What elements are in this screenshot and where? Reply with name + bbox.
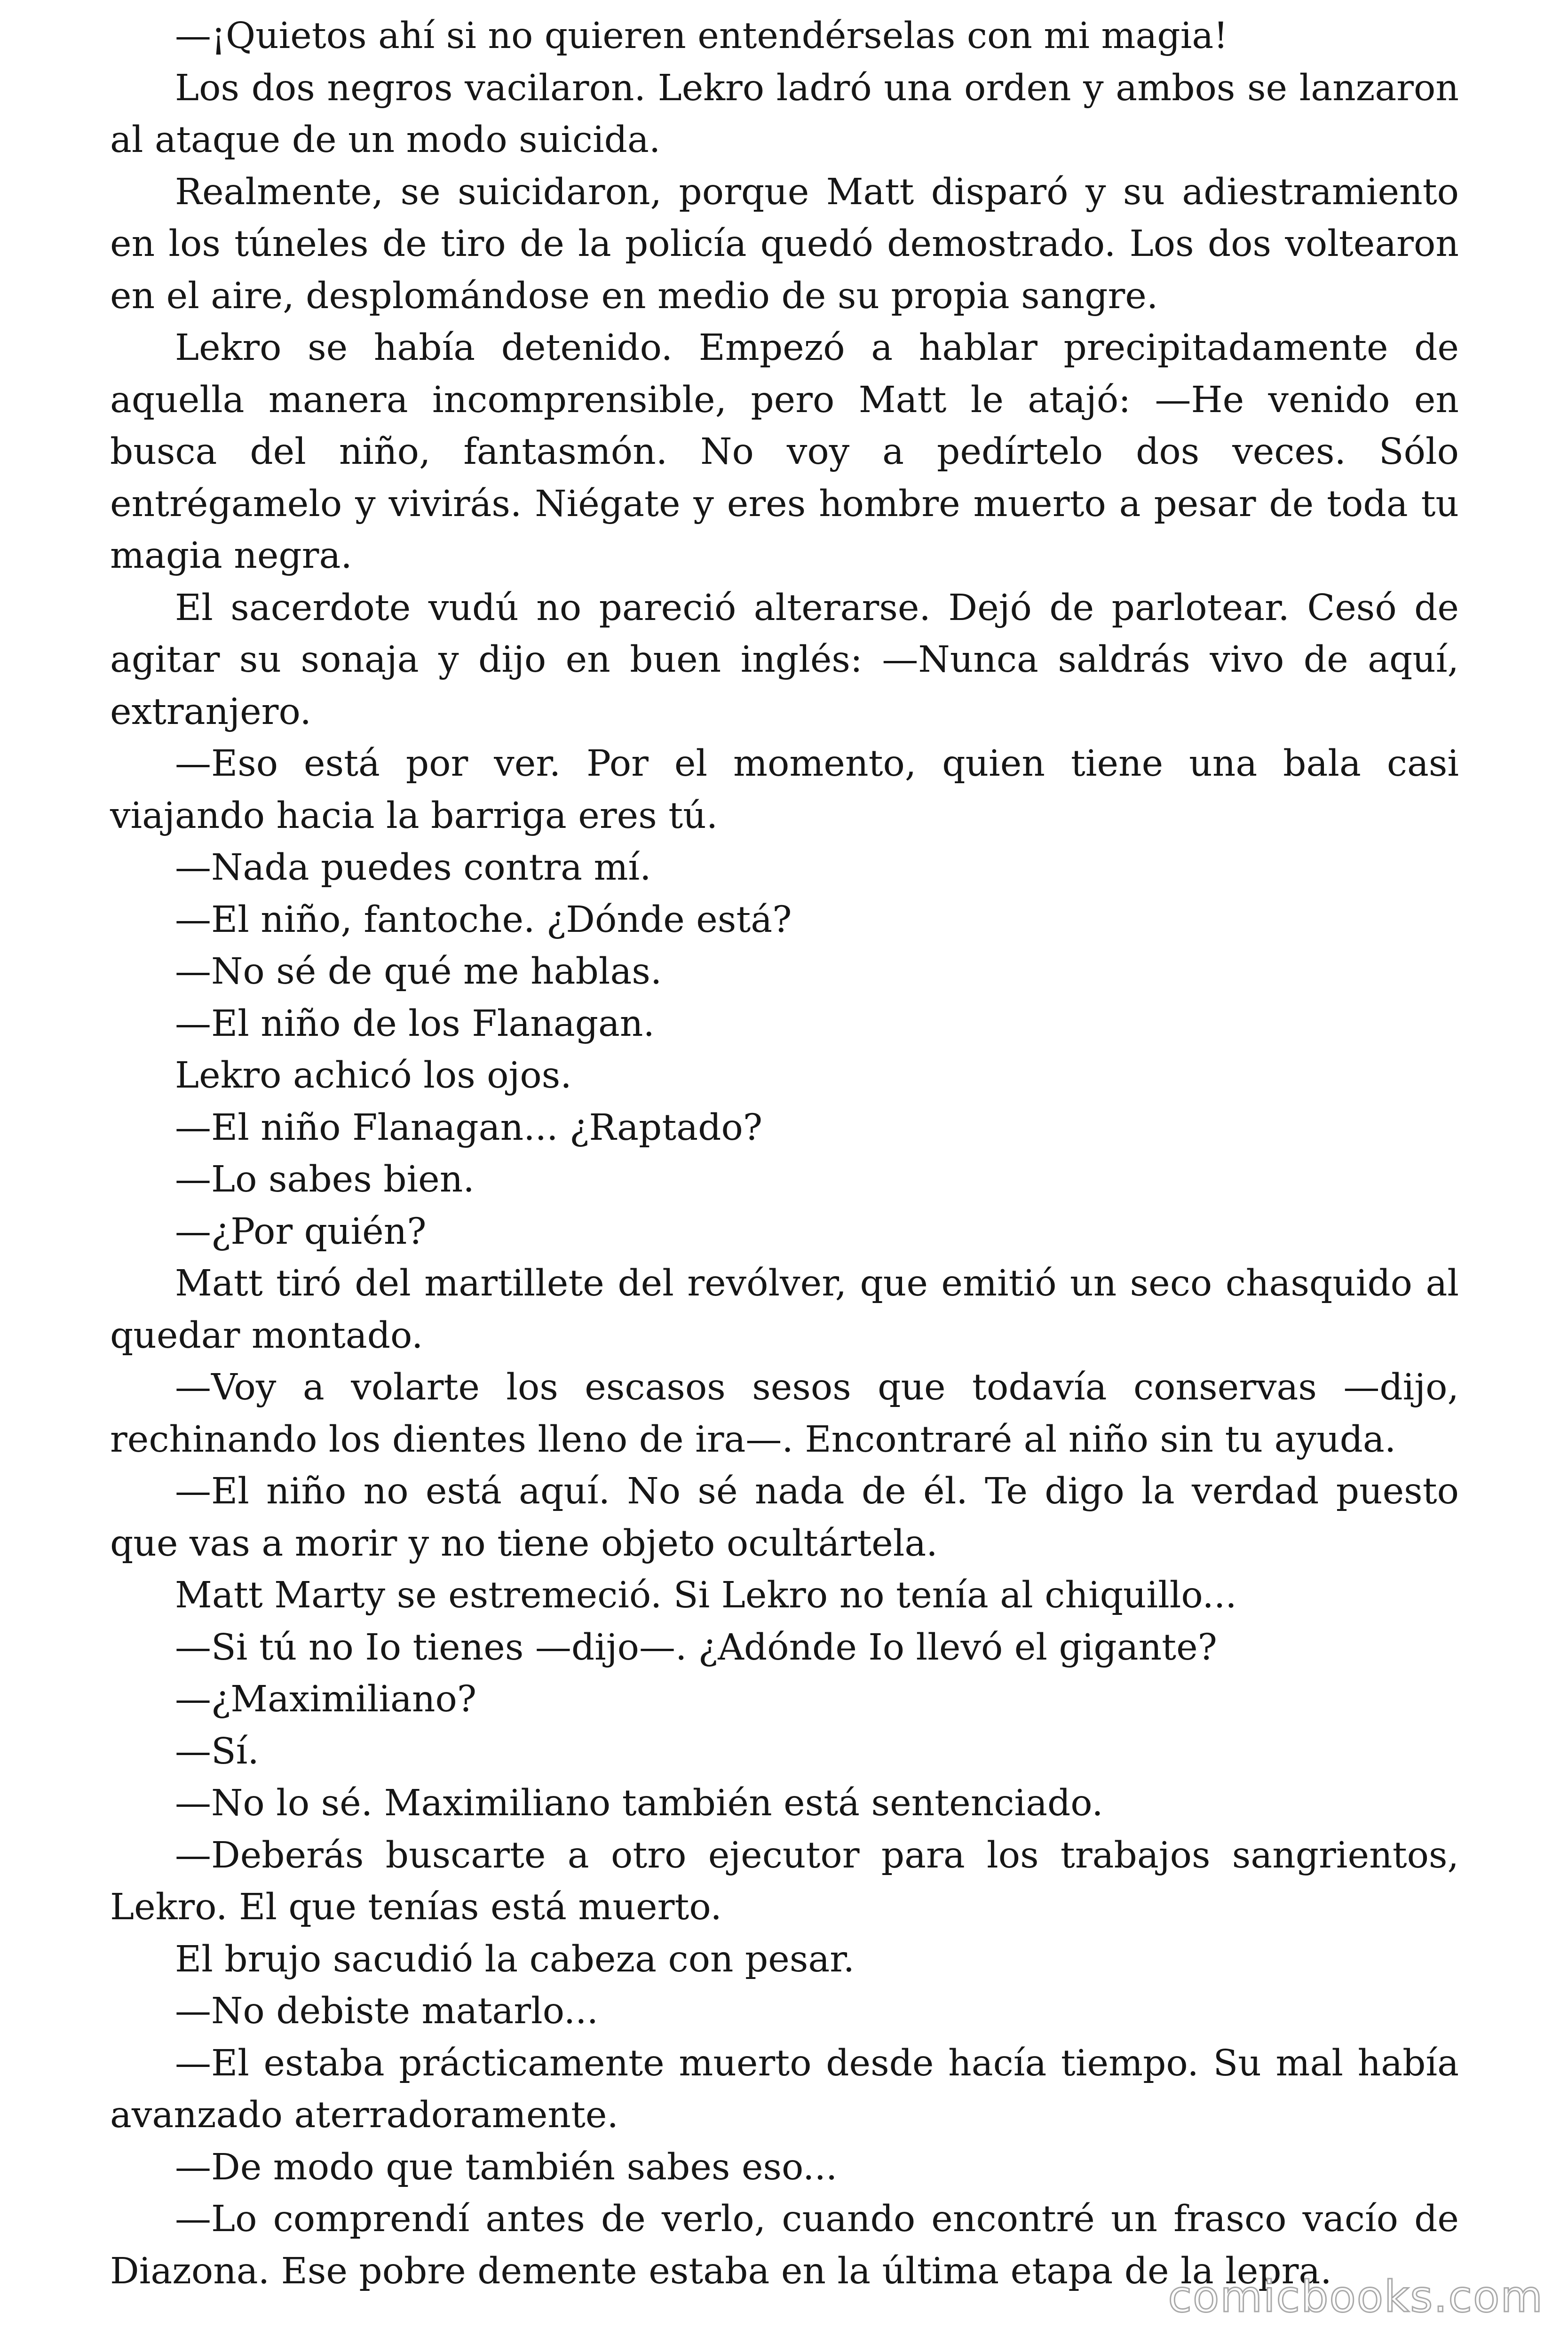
paragraph: —Sí.: [175, 1730, 259, 1772]
paragraph: —El estaba prácticamente muerto desde hacía tiempo. Su mal había avanzado aterradoramente.: [110, 2042, 1459, 2136]
paragraph: —El niño no está aquí. No sé nada de él. Te digo la verdad puesto que vas a morir y no tiene objeto ocultártela.: [110, 1470, 1459, 1565]
paragraph: Lekro se había detenido. Empezó a hablar precipitadamente de aquella manera incomprensible, pero Matt le atajó: —He venido en busca del niño, fantasmón. No voy a pedírtelo dos veces. Sólo entrégamelo y vivirás. Niégate y eres hombre muerto a pesar de toda tu magia negra.: [110, 327, 1459, 577]
paragraph: —Deberás buscarte a otro ejecutor para los trabajos sangrientos, Lekro. El que tenías está muerto.: [110, 1834, 1459, 1928]
paragraph: —Eso está por ver. Por el momento, quien tiene una bala casi viajando hacia la barriga eres tú.: [110, 743, 1459, 837]
paragraph: —Voy a volarte los escasos sesos que todavía conservas —dijo, rechinando los dientes lleno de ira—. Encontraré al niño sin tu ayuda.: [110, 1367, 1459, 1461]
paragraph: —El niño, fantoche. ¿Dónde está?: [175, 898, 792, 941]
paragraph: —El niño de los Flanagan.: [175, 1002, 655, 1045]
paragraph: Matt tiró del martillete del revólver, que emitió un seco chasquido al quedar montado.: [110, 1263, 1459, 1357]
paragraph: Realmente, se suicidaron, porque Matt disparó y su adiestramiento en los túneles de tiro de la policía quedó demostrado. Los dos voltearon en el aire, desplomándose en medio de su propia sangre.: [110, 171, 1459, 317]
paragraph: El sacerdote vudú no pareció alterarse. Dejó de parlotear. Cesó de agitar su sonaja y dijo en buen inglés: —Nunca saldrás vivo de aquí, extranjero.: [110, 587, 1459, 733]
paragraph: —Lo comprendí antes de verlo, cuando encontré un frasco vacío de Diazona. Ese pobre demente estaba en la última etapa de la lepra.: [110, 2198, 1459, 2292]
watermark: comicbooks.com: [1168, 2272, 1544, 2322]
paragraph: Matt Marty se estremeció. Si Lekro no tenía al chiquillo...: [175, 1574, 1237, 1616]
paragraph: El brujo sacudió la cabeza con pesar.: [175, 1938, 855, 1980]
paragraph: Lekro achicó los ojos.: [175, 1055, 572, 1097]
paragraph: —Lo sabes bien.: [175, 1159, 475, 1200]
paragraph: —No debiste matarlo...: [175, 1990, 599, 2032]
paragraph: —De modo que también sabes eso...: [175, 2146, 838, 2188]
paragraph: —No lo sé. Maximiliano también está sentenciado.: [175, 1782, 1103, 1824]
paragraph: —Si tú no Io tienes —dijo—. ¿Adónde Io llevó el gigante?: [175, 1626, 1217, 1669]
paragraph: —¡Quietos ahí si no quieren entendérselas con mi magia!: [175, 15, 1228, 57]
paragraph: —Nada puedes contra mí.: [175, 847, 651, 889]
paragraph: —¿Por quién?: [175, 1210, 427, 1253]
book-page-text: [110, 10, 1459, 2297]
paragraph: —¿Maximiliano?: [175, 1678, 477, 1720]
paragraph: —El niño Flanagan... ¿Raptado?: [175, 1106, 763, 1149]
paragraph: —No sé de qué me hablas.: [175, 951, 662, 993]
paragraph: Los dos negros vacilaron. Lekro ladró una orden y ambos se lanzaron al ataque de un modo suicida.: [110, 67, 1459, 161]
